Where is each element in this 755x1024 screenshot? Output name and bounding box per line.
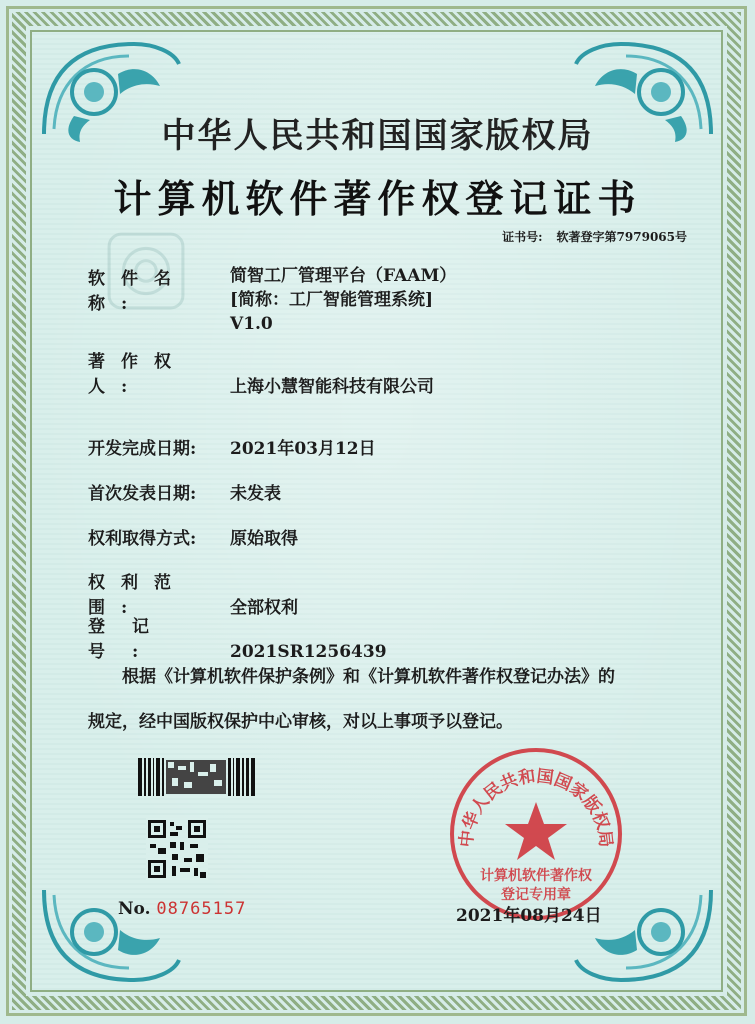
acquisition-method-value: 原始取得 xyxy=(230,529,298,549)
serial-number-value: 08765157 xyxy=(156,899,247,919)
first-publication-label: 首次发表日期: xyxy=(88,484,197,504)
software-name-line-3: V1.0 xyxy=(230,314,273,334)
software-name-label: 软件名称: xyxy=(88,269,187,314)
acquisition-method-label: 权利取得方式: xyxy=(88,529,197,549)
completion-date-value: 2021年03月12日 xyxy=(230,439,376,459)
serial-prefix: No. xyxy=(118,899,151,919)
barcode-icon xyxy=(138,758,256,796)
copyright-holder-value: 上海小慧智能科技有限公司 xyxy=(230,377,434,397)
software-name-line-1: 简智工厂管理平台（FAAM） xyxy=(230,266,457,286)
acquisition-method-row xyxy=(88,524,298,549)
registration-no-value: 2021SR1256439 xyxy=(230,642,387,662)
rights-scope-value: 全部权利 xyxy=(230,598,298,618)
registration-no-label: 登记号: xyxy=(88,617,176,662)
software-name-line-2: [简称：工厂智能管理系统] xyxy=(230,290,434,310)
statement-line-1: 根据《计算机软件保护条例》和《计算机软件著作权登记办法》的 xyxy=(122,667,615,687)
seal-line-1: 计算机软件著作权 xyxy=(480,868,592,884)
certificate-title: 计算机软件著作权登记证书 xyxy=(113,176,642,221)
certificate-number-value: 软著登字第7979065号 xyxy=(556,230,687,244)
first-publication-value: 未发表 xyxy=(230,484,281,504)
statement-line-2: 规定，经中国版权保护中心审核，对以上事项予以登记。 xyxy=(88,712,513,732)
seal-line-2: 登记专用章 xyxy=(501,887,571,903)
first-publication-row xyxy=(88,479,281,504)
official-seal-stamp xyxy=(448,746,624,922)
certificate-number-label: 证书号: xyxy=(502,230,543,244)
seal-arc-text: 中华人民共和国国家版权局 xyxy=(456,766,616,849)
registration-no-row xyxy=(88,612,387,662)
issuer-heading: 中华人民共和国国家版权局 xyxy=(161,116,594,156)
software-name-row xyxy=(88,264,230,314)
serial-number xyxy=(118,899,246,919)
software-name-value xyxy=(230,264,456,336)
completion-date-label: 开发完成日期: xyxy=(88,439,197,459)
copyright-holder-row xyxy=(88,347,434,397)
certificate-number xyxy=(502,228,687,245)
rights-scope-label: 权利范围: xyxy=(88,573,187,618)
issue-date: 2021年08月24日 xyxy=(456,906,602,926)
qr-code-icon xyxy=(146,818,208,880)
rights-scope-row xyxy=(88,568,298,618)
corner-ornament-bottom-left xyxy=(34,880,184,990)
copyright-holder-label: 著作权人: xyxy=(88,352,187,397)
completion-date-row xyxy=(88,434,376,459)
